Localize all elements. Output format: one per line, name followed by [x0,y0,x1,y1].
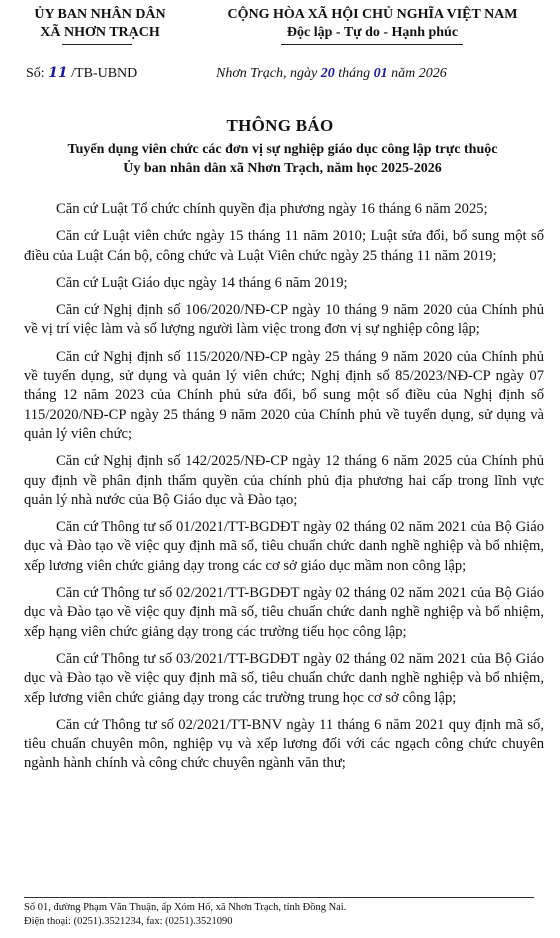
year-label: năm 2026 [387,66,447,81]
authority-line-2: XÃ NHƠN TRẠCH [40,25,160,40]
doc-number-handwritten: 11 [48,65,68,81]
subtitle-line-1: Tuyển dụng viên chức các đơn vị sự nghiệp giáo dục công lập trực thuộc [67,142,498,157]
document-body [24,200,544,782]
motto-underline [281,44,463,45]
document-title: THÔNG BÁO [226,116,334,135]
footer-address: Số 01, đường Phạm Văn Thuận, ấp Xóm Hố, xã Nhơn Trạch, tỉnh Đồng Nai. [24,902,347,913]
doc-number-prefix: Số: [26,66,49,81]
legal-basis-paragraph: Căn cứ Thông tư số 03/2021/TT-BGDĐT ngày 02 tháng 02 năm 2021 của Bộ Giáo dục và Đào tạo về việc quy định mã số, tiêu chuẩn chức danh nghề nghiệp và bổ nhiệm, xếp lương viên chức giảng dạy trong các trường trung học cơ sở công lập; [24,650,544,706]
footer-divider [24,897,534,898]
national-motto: Độc lập - Tự do - Hạnh phúc [286,25,459,40]
document-subtitle [20,140,545,178]
authority-underline [62,44,132,45]
legal-basis-paragraph: Căn cứ Thông tư số 02/2021/TT-BNV ngày 11 tháng 6 năm 2021 quy định mã số, tiêu chuẩn chuyên môn, nghiệp vụ và xếp lương đối với các ngạch công chức chuyên ngành hành chính và công chức chuyên ngành văn thư; [24,716,544,772]
date-month: 01 [373,66,388,81]
legal-basis-paragraph: Căn cứ Nghị định số 115/2020/NĐ-CP ngày 25 tháng 9 năm 2020 của Chính phủ về tuyển dụng, sử dụng và quản lý viên chức; Nghị định số 85/2023/NĐ-CP ngày 07 tháng 12 năm 2023 của Chính phủ sửa đổi, bổ sung một số điều của Nghị định số 115/2020/NĐ-CP ngày 25 tháng 9 năm 2020 của Chính phủ về tuyển dụng, sử dụng và quản lý viên chức; [24,348,544,442]
place-text: Nhơn Trạch, ngày [216,66,321,81]
issuing-authority [20,6,180,42]
legal-basis-paragraph: Căn cứ Luật Tổ chức chính quyền địa phương ngày 16 tháng 6 năm 2025; [56,201,488,217]
legal-basis-paragraph: Căn cứ Thông tư số 01/2021/TT-BGDĐT ngày 02 tháng 02 năm 2021 của Bộ Giáo dục và Đào tạo về việc quy định mã số, tiêu chuẩn chức danh nghề nghiệp và bổ nhiệm, xếp lương viên chức giảng dạy trong các cơ sở giáo dục mầm non công lập; [24,519,544,574]
legal-basis-paragraph: Căn cứ Thông tư số 02/2021/TT-BGDĐT ngày 02 tháng 02 năm 2021 của Bộ Giáo dục và Đào tạo về việc quy định mã số, tiêu chuẩn chức danh nghề nghiệp và bổ nhiệm, xếp hạng viên chức giảng dạy trong các trường tiểu học công lập; [24,585,544,640]
footer [24,901,346,929]
footer-contact: Điện thoại: (0251).3521234, fax: (0251).3521090 [24,916,233,927]
document-number [26,65,137,82]
place-and-date [216,66,447,82]
month-label: tháng [334,66,374,81]
national-heading [200,6,545,42]
authority-line-1: ỦY BAN NHÂN DÂN [34,7,166,22]
date-day: 20 [320,66,335,81]
legal-basis-paragraph: Căn cứ Nghị định số 142/2025/NĐ-CP ngày 12 tháng 6 năm 2025 của Chính phủ quy định về phân định thẩm quyền của chính phủ địa phương hai cấp trong lĩnh vực quản lý nhà nước của Bộ Giáo dục và Đào tạo; [24,453,544,508]
legal-basis-paragraph: Căn cứ Nghị định số 106/2020/NĐ-CP ngày 10 tháng 9 năm 2020 của Chính phủ về vị trí việc làm và số lượng người làm việc trong đơn vị sự nghiệp công lập; [24,302,544,338]
subtitle-line-2: Ủy ban nhân dân xã Nhơn Trạch, năm học 2025-2026 [123,161,442,176]
legal-basis-paragraph: Căn cứ Luật viên chức ngày 15 tháng 11 năm 2010; Luật sửa đổi, bổ sung một số điều của Luật Cán bộ, công chức và Luật Viên chức ngày 25 tháng 11 năm 2019; [24,228,544,264]
legal-basis-paragraph: Căn cứ Luật Giáo dục ngày 14 tháng 6 năm 2019; [56,274,348,291]
country-name: CỘNG HÒA XÃ HỘI CHỦ NGHĨA VIỆT NAM [227,7,518,22]
doc-number-suffix: /TB-UBND [67,66,138,81]
